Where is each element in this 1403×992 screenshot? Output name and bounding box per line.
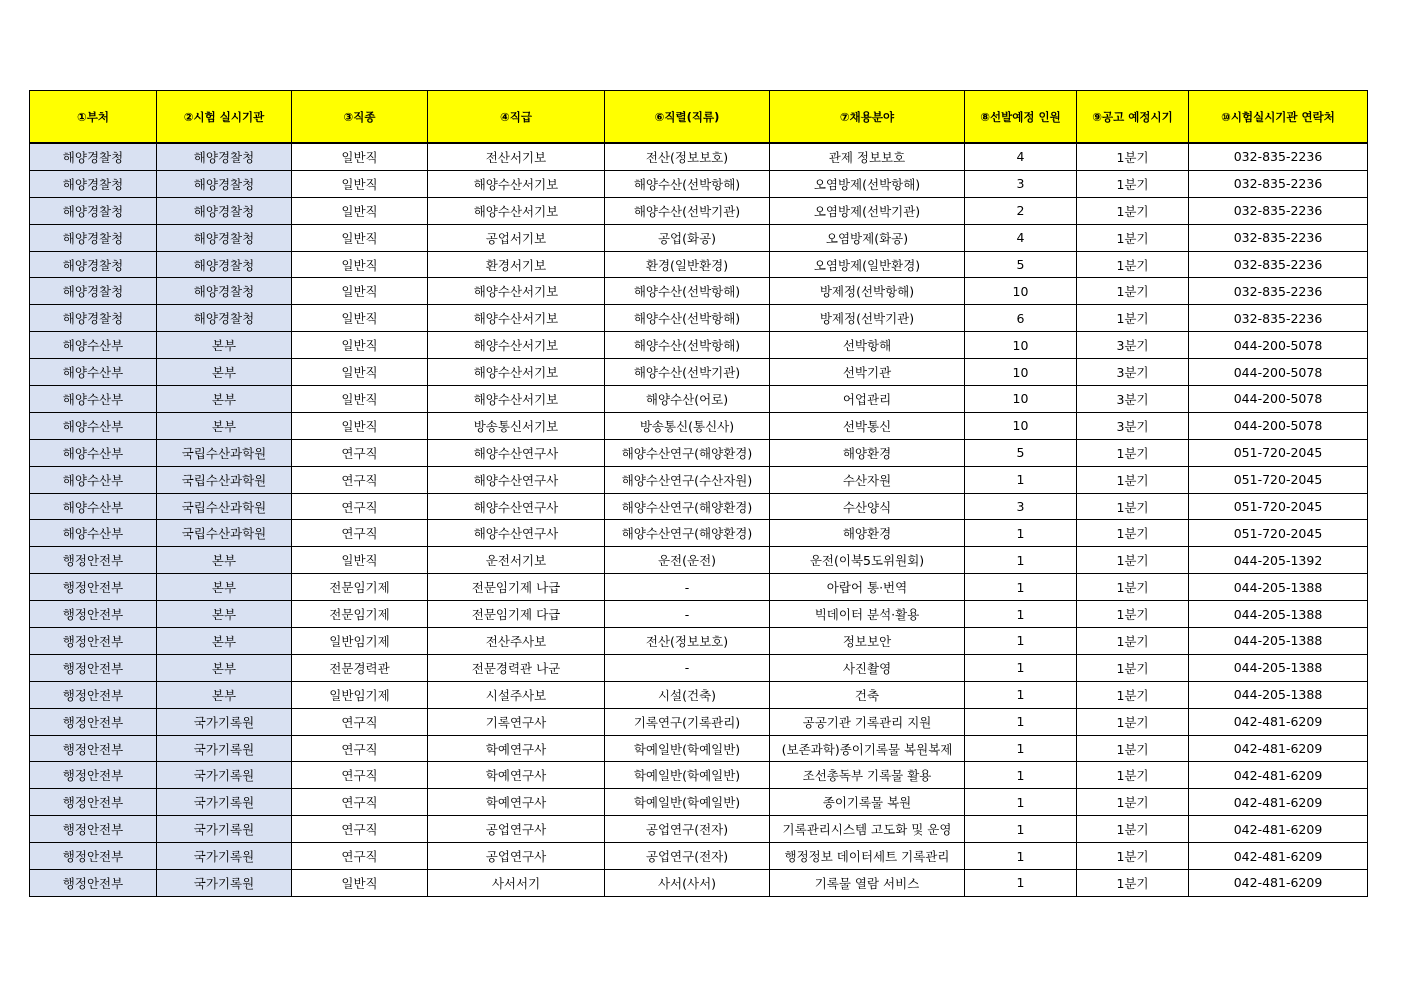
table-cell: 본부 (157, 628, 292, 655)
table-cell: 해양수산서기보 (428, 386, 605, 413)
table-row (30, 735, 1368, 762)
table-cell: 일반직 (292, 170, 428, 197)
table-cell: 국가기록원 (157, 789, 292, 816)
table-cell: 해양수산서기보 (428, 278, 605, 305)
table-row (30, 628, 1368, 655)
table-cell: 032-835-2236 (1189, 251, 1368, 278)
column-header: ⑨공고 예정시기 (1077, 91, 1189, 144)
table-cell: 전문임기제 나급 (428, 574, 605, 601)
table-cell: 국가기록원 (157, 816, 292, 843)
table-cell: 1분기 (1077, 870, 1189, 897)
table-cell: 해양수산부 (30, 359, 157, 386)
table-cell: 해양경찰청 (30, 305, 157, 332)
table-cell: 051-720-2045 (1189, 439, 1368, 466)
table-row (30, 708, 1368, 735)
table-cell: 해양경찰청 (157, 143, 292, 170)
table-cell: 본부 (157, 547, 292, 574)
table-cell: 전산주사보 (428, 628, 605, 655)
table-cell: 관제 정보보호 (770, 143, 965, 170)
table-cell: 학예연구사 (428, 789, 605, 816)
table-cell: 해양수산연구(해양환경) (605, 493, 770, 520)
table-cell: 1분기 (1077, 439, 1189, 466)
table-row (30, 574, 1368, 601)
table-cell: 10 (965, 386, 1077, 413)
table-cell: 빅데이터 분석·활용 (770, 601, 965, 628)
table-cell: 전산(정보보호) (605, 143, 770, 170)
table-cell: 일반직 (292, 547, 428, 574)
table-cell: 해양수산부 (30, 386, 157, 413)
table-cell: 아랍어 통·번역 (770, 574, 965, 601)
table-cell: 2 (965, 197, 1077, 224)
table-cell: 일반직 (292, 870, 428, 897)
table-cell: 042-481-6209 (1189, 816, 1368, 843)
table-cell: 방제정(선박기관) (770, 305, 965, 332)
table-cell: 일반임기제 (292, 628, 428, 655)
table-cell: 032-835-2236 (1189, 170, 1368, 197)
table-cell: 공업연구(전자) (605, 843, 770, 870)
table-cell: 3분기 (1077, 359, 1189, 386)
table-cell: 본부 (157, 412, 292, 439)
table-cell: 1 (965, 601, 1077, 628)
table-cell: 학예일반(학예일반) (605, 762, 770, 789)
table-cell: 1분기 (1077, 708, 1189, 735)
table-cell: 해양수산(선박항해) (605, 170, 770, 197)
table-cell: 1분기 (1077, 601, 1189, 628)
table-cell: 학예일반(학예일반) (605, 735, 770, 762)
table-cell: 국가기록원 (157, 843, 292, 870)
table-cell: 일반직 (292, 305, 428, 332)
table-cell: 종이기록물 복원 (770, 789, 965, 816)
table-row (30, 789, 1368, 816)
table-cell: 전문경력관 (292, 654, 428, 681)
table-cell: 1분기 (1077, 493, 1189, 520)
table-row (30, 439, 1368, 466)
table-cell: 전산(정보보호) (605, 628, 770, 655)
table-cell: 044-205-1388 (1189, 628, 1368, 655)
table-cell: 기록연구(기록관리) (605, 708, 770, 735)
table-cell: 전문임기제 (292, 601, 428, 628)
table-cell: 해양경찰청 (157, 251, 292, 278)
table-cell: 기록물 열람 서비스 (770, 870, 965, 897)
table-row (30, 843, 1368, 870)
table-cell: 3분기 (1077, 386, 1189, 413)
table-cell: 10 (965, 359, 1077, 386)
table-cell: 044-205-1392 (1189, 547, 1368, 574)
table-cell: 전문경력관 나군 (428, 654, 605, 681)
table-cell: 해양수산연구(해양환경) (605, 520, 770, 547)
table-row (30, 601, 1368, 628)
table-cell: 해양경찰청 (30, 278, 157, 305)
table-cell: 학예일반(학예일반) (605, 789, 770, 816)
column-header: ①부처 (30, 91, 157, 144)
table-cell: 1 (965, 466, 1077, 493)
table-cell: 1 (965, 870, 1077, 897)
table-cell: 042-481-6209 (1189, 843, 1368, 870)
table-cell: 해양수산서기보 (428, 197, 605, 224)
table-cell: 국가기록원 (157, 870, 292, 897)
table-cell: 본부 (157, 681, 292, 708)
table-cell: 환경(일반환경) (605, 251, 770, 278)
table-cell: 해양수산부 (30, 466, 157, 493)
table-cell: 일반직 (292, 197, 428, 224)
table-cell: 3분기 (1077, 332, 1189, 359)
table-cell: 해양수산연구사 (428, 520, 605, 547)
table-cell: 1분기 (1077, 224, 1189, 251)
table-cell: 본부 (157, 359, 292, 386)
table-cell: 연구직 (292, 762, 428, 789)
table-cell: 1분기 (1077, 628, 1189, 655)
table-cell: 1분기 (1077, 574, 1189, 601)
table-cell: 행정정보 데이터세트 기록관리 (770, 843, 965, 870)
table-cell: 1분기 (1077, 547, 1189, 574)
table-cell: 1분기 (1077, 762, 1189, 789)
table-cell: 행정안전부 (30, 843, 157, 870)
table-cell: 032-835-2236 (1189, 224, 1368, 251)
table-cell: 해양수산연구사 (428, 493, 605, 520)
table-row (30, 251, 1368, 278)
table-cell: 해양경찰청 (157, 224, 292, 251)
table-cell: 행정안전부 (30, 681, 157, 708)
table-cell: 해양수산부 (30, 493, 157, 520)
table-cell: 해양수산(어로) (605, 386, 770, 413)
table-cell: 1 (965, 574, 1077, 601)
table-cell: 행정안전부 (30, 735, 157, 762)
table-row (30, 386, 1368, 413)
table-cell: 공업연구(전자) (605, 816, 770, 843)
table-row (30, 170, 1368, 197)
table-cell: 연구직 (292, 466, 428, 493)
table-cell: 공업(화공) (605, 224, 770, 251)
table-cell: 연구직 (292, 843, 428, 870)
table-cell: 행정안전부 (30, 870, 157, 897)
table-cell: 행정안전부 (30, 547, 157, 574)
table-cell: 연구직 (292, 493, 428, 520)
table-cell: 032-835-2236 (1189, 305, 1368, 332)
table-cell: 1분기 (1077, 466, 1189, 493)
table-cell: 해양수산연구사 (428, 466, 605, 493)
table-cell: 1 (965, 520, 1077, 547)
table-cell: 공업연구사 (428, 816, 605, 843)
table-row (30, 197, 1368, 224)
table-cell: 1 (965, 547, 1077, 574)
table-cell: 본부 (157, 574, 292, 601)
table-cell: 행정안전부 (30, 601, 157, 628)
table-cell: 학예연구사 (428, 735, 605, 762)
table-cell: 4 (965, 143, 1077, 170)
table-cell: 해양경찰청 (157, 170, 292, 197)
table-cell: 조선총독부 기록물 활용 (770, 762, 965, 789)
table-cell: 1분기 (1077, 843, 1189, 870)
table-cell: 일반직 (292, 224, 428, 251)
table-cell: 학예연구사 (428, 762, 605, 789)
table-cell: 사서(사서) (605, 870, 770, 897)
table-cell: 해양수산연구(해양환경) (605, 439, 770, 466)
table-cell: 해양수산부 (30, 332, 157, 359)
table-cell: 032-835-2236 (1189, 143, 1368, 170)
table-cell: 032-835-2236 (1189, 278, 1368, 305)
table-row (30, 412, 1368, 439)
table-cell: 일반직 (292, 359, 428, 386)
table-cell: 본부 (157, 654, 292, 681)
table-cell: 해양경찰청 (157, 197, 292, 224)
table-cell: 4 (965, 224, 1077, 251)
table-cell: 1분기 (1077, 278, 1189, 305)
table-cell: 해양수산서기보 (428, 305, 605, 332)
table-cell: 1분기 (1077, 305, 1189, 332)
table-cell: 1분기 (1077, 654, 1189, 681)
table-cell: 해양수산(선박기관) (605, 359, 770, 386)
table-row (30, 359, 1368, 386)
table-cell: 국가기록원 (157, 708, 292, 735)
table-cell: 기록관리시스템 고도화 및 운영 (770, 816, 965, 843)
table-cell: 해양경찰청 (30, 170, 157, 197)
table-body (30, 143, 1368, 896)
table-row (30, 143, 1368, 170)
recruitment-table (29, 90, 1368, 897)
table-cell: 1 (965, 762, 1077, 789)
table-row (30, 681, 1368, 708)
table-cell: 환경서기보 (428, 251, 605, 278)
table-cell: 시설(건축) (605, 681, 770, 708)
table-cell: 1분기 (1077, 789, 1189, 816)
table-cell: 연구직 (292, 789, 428, 816)
table-cell: 3분기 (1077, 412, 1189, 439)
table-cell: 본부 (157, 386, 292, 413)
table-cell: 051-720-2045 (1189, 493, 1368, 520)
table-cell: 행정안전부 (30, 708, 157, 735)
table-cell: 연구직 (292, 708, 428, 735)
table-cell: 국립수산과학원 (157, 439, 292, 466)
table-row (30, 762, 1368, 789)
table-cell: 선박통신 (770, 412, 965, 439)
table-cell: 연구직 (292, 439, 428, 466)
table-cell: 10 (965, 278, 1077, 305)
table-cell: 해양수산서기보 (428, 332, 605, 359)
table-cell: 국립수산과학원 (157, 520, 292, 547)
table-cell: 1 (965, 843, 1077, 870)
table-cell: 연구직 (292, 520, 428, 547)
column-header: ②시험 실시기관 (157, 91, 292, 144)
table-row (30, 332, 1368, 359)
table-cell: 해양환경 (770, 439, 965, 466)
table-cell: 전산서기보 (428, 143, 605, 170)
table-row (30, 547, 1368, 574)
table-cell: 044-200-5078 (1189, 412, 1368, 439)
table-cell: 3 (965, 170, 1077, 197)
table-cell: 오염방제(일반환경) (770, 251, 965, 278)
table-cell: 연구직 (292, 735, 428, 762)
table-cell: 행정안전부 (30, 654, 157, 681)
table-cell: (보존과학)종이기록물 복원복제 (770, 735, 965, 762)
table-cell: 해양환경 (770, 520, 965, 547)
table-cell: 운전서기보 (428, 547, 605, 574)
table-cell: 044-205-1388 (1189, 574, 1368, 601)
table-cell: 해양경찰청 (30, 197, 157, 224)
table-cell: 1분기 (1077, 520, 1189, 547)
table-cell: 선박기관 (770, 359, 965, 386)
table-cell: 해양수산(선박항해) (605, 305, 770, 332)
table-cell: 051-720-2045 (1189, 520, 1368, 547)
table-cell: 042-481-6209 (1189, 870, 1368, 897)
table-cell: 국가기록원 (157, 762, 292, 789)
table-cell: 1분기 (1077, 681, 1189, 708)
table-cell: 해양수산(선박항해) (605, 332, 770, 359)
table-cell: 해양수산(선박항해) (605, 278, 770, 305)
table-cell: 1분기 (1077, 735, 1189, 762)
column-header: ⑦채용분야 (770, 91, 965, 144)
table-cell: 선박항해 (770, 332, 965, 359)
table-cell: 전문임기제 (292, 574, 428, 601)
table-cell: 공업연구사 (428, 843, 605, 870)
table-cell: 해양수산(선박기관) (605, 197, 770, 224)
table-cell: 해양수산부 (30, 520, 157, 547)
table-cell: 044-200-5078 (1189, 386, 1368, 413)
column-header: ③직종 (292, 91, 428, 144)
table-cell: 해양경찰청 (157, 305, 292, 332)
table-cell: 해양수산서기보 (428, 170, 605, 197)
column-header: ④직급 (428, 91, 605, 144)
table-cell: 1 (965, 789, 1077, 816)
table-cell: 해양경찰청 (30, 224, 157, 251)
table-cell: 방송통신서기보 (428, 412, 605, 439)
table-cell: 해양수산부 (30, 439, 157, 466)
table-cell: 1분기 (1077, 251, 1189, 278)
table-cell: 1 (965, 708, 1077, 735)
table-cell: - (605, 601, 770, 628)
table-cell: 행정안전부 (30, 574, 157, 601)
header-row (30, 91, 1368, 144)
table-cell: - (605, 654, 770, 681)
table-cell: 시설주사보 (428, 681, 605, 708)
table-row (30, 654, 1368, 681)
table-cell: 1분기 (1077, 170, 1189, 197)
table-cell: 공공기관 기록관리 지원 (770, 708, 965, 735)
table-cell: 국가기록원 (157, 735, 292, 762)
table-cell: 일반직 (292, 278, 428, 305)
table-cell: 일반직 (292, 332, 428, 359)
table-cell: 1분기 (1077, 816, 1189, 843)
table-row (30, 278, 1368, 305)
table-cell: 운전(이북5도위원회) (770, 547, 965, 574)
table-cell: 042-481-6209 (1189, 708, 1368, 735)
table-cell: 051-720-2045 (1189, 466, 1368, 493)
table-cell: 어업관리 (770, 386, 965, 413)
table-cell: 사서서기 (428, 870, 605, 897)
table-cell: 해양수산연구(수산자원) (605, 466, 770, 493)
table-cell: 044-205-1388 (1189, 601, 1368, 628)
table-cell: 행정안전부 (30, 789, 157, 816)
table-cell: 044-200-5078 (1189, 359, 1368, 386)
table-cell: 일반직 (292, 386, 428, 413)
table-cell: 해양수산연구사 (428, 439, 605, 466)
table-row (30, 870, 1368, 897)
table-cell: 042-481-6209 (1189, 735, 1368, 762)
table-cell: 일반직 (292, 251, 428, 278)
table-cell: 수산자원 (770, 466, 965, 493)
table-cell: 10 (965, 332, 1077, 359)
table-row (30, 520, 1368, 547)
table-cell: 방제정(선박항해) (770, 278, 965, 305)
table-cell: 해양수산부 (30, 412, 157, 439)
table-cell: 1 (965, 681, 1077, 708)
table-cell: 3 (965, 493, 1077, 520)
table-cell: 해양경찰청 (157, 278, 292, 305)
table-cell: 행정안전부 (30, 762, 157, 789)
table-cell: 5 (965, 251, 1077, 278)
table-cell: 행정안전부 (30, 816, 157, 843)
table-row (30, 816, 1368, 843)
table-cell: - (605, 574, 770, 601)
table-cell: 해양경찰청 (30, 143, 157, 170)
table-row (30, 493, 1368, 520)
column-header: ⑩시험실시기관 연락처 (1189, 91, 1368, 144)
table-row (30, 305, 1368, 332)
table-cell: 1 (965, 735, 1077, 762)
table-cell: 1분기 (1077, 197, 1189, 224)
table-cell: 해양경찰청 (30, 251, 157, 278)
table-cell: 정보보안 (770, 628, 965, 655)
table-cell: 032-835-2236 (1189, 197, 1368, 224)
table-cell: 수산양식 (770, 493, 965, 520)
table-cell: 전문임기제 다급 (428, 601, 605, 628)
table-cell: 국립수산과학원 (157, 493, 292, 520)
table-cell: 본부 (157, 601, 292, 628)
table-cell: 일반직 (292, 143, 428, 170)
table-cell: 오염방제(선박기관) (770, 197, 965, 224)
table-cell: 044-200-5078 (1189, 332, 1368, 359)
table-cell: 6 (965, 305, 1077, 332)
table-cell: 오염방제(선박항해) (770, 170, 965, 197)
table-cell: 사진촬영 (770, 654, 965, 681)
table-cell: 건축 (770, 681, 965, 708)
table-cell: 10 (965, 412, 1077, 439)
table-cell: 044-205-1388 (1189, 654, 1368, 681)
column-header: ⑥직렬(직류) (605, 91, 770, 144)
table-cell: 해양수산서기보 (428, 359, 605, 386)
table-cell: 공업서기보 (428, 224, 605, 251)
table-cell: 기록연구사 (428, 708, 605, 735)
table-cell: 일반직 (292, 412, 428, 439)
table-cell: 1분기 (1077, 143, 1189, 170)
table-row (30, 466, 1368, 493)
table-cell: 일반임기제 (292, 681, 428, 708)
table-cell: 042-481-6209 (1189, 762, 1368, 789)
table-cell: 행정안전부 (30, 628, 157, 655)
table-cell: 본부 (157, 332, 292, 359)
table-cell: 1 (965, 654, 1077, 681)
table-cell: 5 (965, 439, 1077, 466)
table-cell: 연구직 (292, 816, 428, 843)
table-cell: 044-205-1388 (1189, 681, 1368, 708)
table-cell: 국립수산과학원 (157, 466, 292, 493)
table-row (30, 224, 1368, 251)
table-cell: 1 (965, 628, 1077, 655)
column-header: ⑧선발예정 인원 (965, 91, 1077, 144)
table-cell: 방송통신(통신사) (605, 412, 770, 439)
table-cell: 오염방제(화공) (770, 224, 965, 251)
table-cell: 042-481-6209 (1189, 789, 1368, 816)
table-cell: 운전(운전) (605, 547, 770, 574)
table-cell: 1 (965, 816, 1077, 843)
